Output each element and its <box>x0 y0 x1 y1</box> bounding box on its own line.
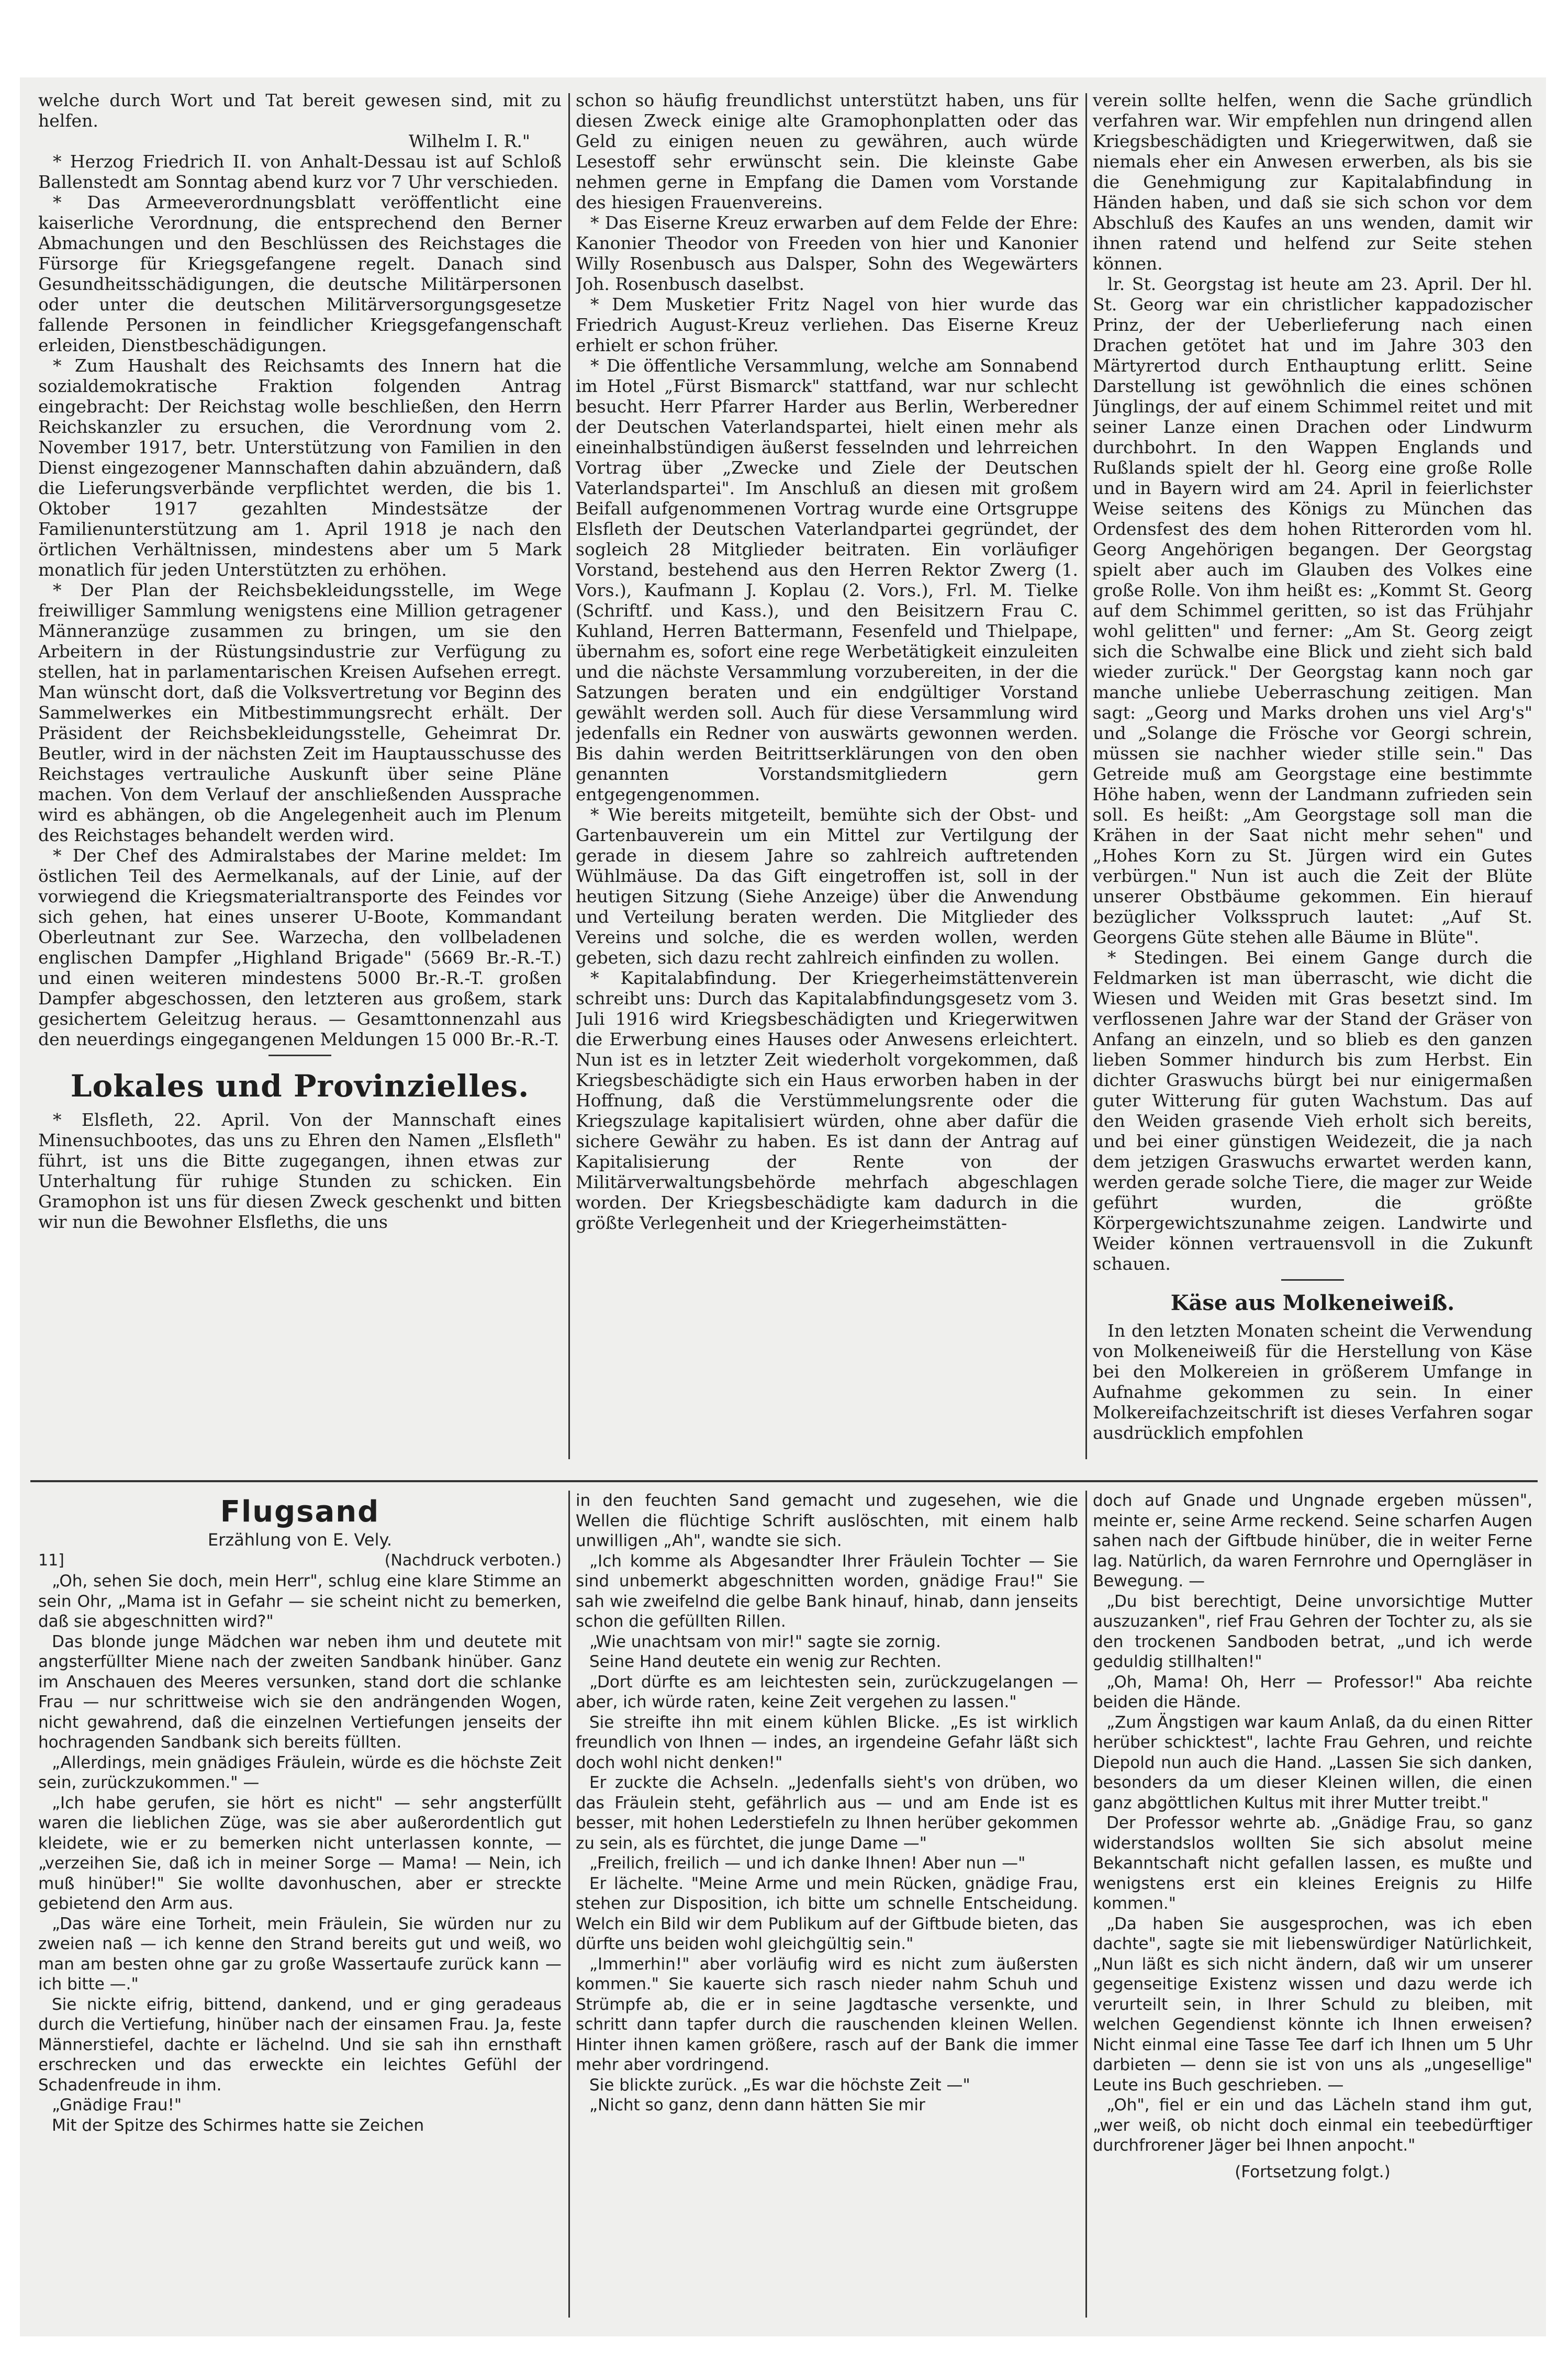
column-divider <box>568 93 570 1459</box>
paragraph: * Stedingen. Bei einem Gange durch die Feldmarken ist man überrascht, wie dicht die Wiesen und Weiden mit Gras besetzt sind. Im verflossenen Jahre war der Stand der Gräser von Anfang an einzeln, und so blieb es den ganzen lieben Sommer hindurch bis zum Herbst. Ein dichter Graswuchs bürgt bei nur einigermaßen guter Witterung für guten Wachstum. Das auf den Weiden grasende Vieh erholt sich bereits, und bei einer günstigen Weidezeit, die ja nach dem jetzigen Graswuchs erwartet werden kann, werden gerade solche Tiere, die mager zur Weide geführt wurden, die größte Körpergewichtszunahme zeigen. Landwirte und Weider können vertrauensvoll in die Zukunft schauen. <box>1093 947 1532 1274</box>
serial-column-3 <box>1093 1491 1532 2323</box>
section-heading: Käse aus Molkeneiweiß. <box>1170 1291 1455 1315</box>
paragraph: „Immerhin!" aber vorläufig wird es nicht zum äußersten kommen." Sie kauerte sich rasch nieder nahm Schuh und Strümpfe ab, die er in seine Jagdtasche versenkte, und schritt dann tapfer durch die rauschenden kleinen Wellen. Hinter ihnen kamen größere, rasch auf der Bank die immer mehr aber vordringend. <box>576 1954 1078 2074</box>
section-divider <box>1281 1279 1344 1281</box>
paragraph: „Gnädige Frau!" <box>52 2096 182 2114</box>
story-title: Flugsand <box>220 1495 380 1529</box>
paragraph: „Oh, Mama! Oh, Herr — Professor!" Aba reichte beiden die Hände. <box>1093 1672 1532 1711</box>
paragraph: „Ich komme als Abgesandter Ihrer Fräulein Tochter — Sie sind unbemerkt abgeschnitten worden, gnädige Frau!" Sie sah wie zweifelnd die gelbe Bank hinauf, hinab, dann jenseits schon die gefüllten Rillen. <box>576 1551 1078 1631</box>
paragraph: Seine Hand deutete ein wenig zur Rechten. <box>589 1652 942 1671</box>
paragraph: „Da haben Sie ausgesprochen, was ich eben dachte", sagte sie mit liebenswürdiger Natürlichkeit, „Nun läßt es sich nicht ändern, daß wir um unserer gegenseitige Existenz wissen und dazu werde ich verurteilt sein, in Ihrer Schuld zu bleiben, mit welchen Gegendienst könnte ich Ihnen erweisen? Nicht einmal eine Tasse Tee darf ich Ihnen um 5 Uhr darbieten — denn sie ist von uns als „ungesellige" Leute ins Buch geschrieben. — <box>1093 1914 1532 2095</box>
news-column-2 <box>576 90 1078 1461</box>
section-rule <box>30 1480 1538 1482</box>
paragraph: * Zum Haushalt des Reichsamts des Innern hat die sozialdemokratische Fraktion folgenden Antrag eingebracht: Der Reichstag wolle beschließen, den Herrn Reichskanzler zu ersuchen, die Verordnung vom 2. November 1917, betr. Unterstützung von Familien in den Dienst eingezogener Mannschaften dahin abzuändern, daß die Lieferungsverbände verpflichtet werden, die bis 1. Oktober 1917 gezahlten Mindestsätze der Familienunterstützung am 1. April 1918 je nach den örtlichen Verhältnissen, mindestens aber um 5 Mark monatlich für jeden Unterstützten zu erhöhen. <box>38 355 562 580</box>
paragraph: „Das wäre eine Torheit, mein Fräulein, Sie würden nur zu zweien naß — ich kenne den Strand bereits gut und weiß, wo man am besten ohne gar zu große Wassertaufe zurück kann — ich bitte —." <box>38 1914 562 1994</box>
paragraph: * Das Eiserne Kreuz erwarben auf dem Felde der Ehre: Kanonier Theodor von Freeden von hier und Kanonier Willy Rosenbusch aus Dalsper, Sohn des Wegewärters Joh. Rosenbusch daselbst. <box>576 212 1078 294</box>
paragraph: Er lächelte. "Meine Arme und mein Rücken, gnädige Frau, stehen zur Disposition, ich bitte um schnelle Entscheidung. Welch ein Bild wir dem Publikum auf der Giftbude bieten, das dürfte uns beiden wohl gleichgültig sein." <box>576 1874 1078 1953</box>
paragraph: Sie blickte zurück. „Es war die höchste Zeit —" <box>589 2075 970 2095</box>
signature: Wilhelm I. R." <box>408 131 530 151</box>
paragraph: * Dem Musketier Fritz Nagel von hier wurde das Friedrich August-Kreuz verliehen. Das Eiserne Kreuz erhielt er schon früher. <box>576 294 1078 355</box>
paragraph: lr. St. Georgstag ist heute am 23. April. Der hl. St. Georg war ein christlicher kappadozischer Prinz, der der Ueberlieferung nach einen Drachen getötet hat und im Jahre 303 den Märtyrertod durch Enthauptung erlitt. Seine Darstellung ist gewöhnlich die eines schönen Jünglings, der auf einem Schimmel reitet und mit seiner Lanze einen Drachen oder Lindwurm durchbohrt. In den Wappen Englands und Rußlands spielt der hl. Georg eine große Rolle und in Bayern wird am 24. April in feierlichster Weise seitens des Königs zu München das Ordensfest des dem hohen Ritterorden vom hl. Georg Angehörigen begangen. Der Georgstag spielt aber auch im Glauben des Volkes eine große Rolle. Von ihm heißt es: „Kommt St. Georg auf dem Schimmel geritten, so ist das Frühjahr wohl gelitten" und ferner: „Am St. Georg zeigt sich die Schwalbe eine Blick und zieht sich bald wieder zurück." Der Georgstag kann noch gar manche unliebe Ueberraschung zeitigen. Man sagt: „Georg und Marks drohen uns viel Arg's" und „Solange die Frösche vor Georgi schrein, müssen sie nachher wieder stille sein." Das Getreide muß am Georgstage eine bestimmte Höhe haben, wenn der Landmann zufrieden sein soll. Es heißt: „Am Georgstage soll man die Krähen in der Saat nicht mehr sehen" und „Hohes Korn zu St. Jürgen wird ein Gutes verbürgen." Nun ist auch die Zeit der Blüte unserer Obstbäume gekommen. Ein hierauf bezüglicher Volksspruch lautet: „Auf St. Georgens Güte stehen alle Bäume in Blüte". <box>1093 274 1532 947</box>
continuation-note: (Fortsetzung folgt.) <box>1235 2162 1391 2181</box>
paragraph: schon so häufig freundlichst unterstützt haben, uns für diesen Zweck einige alte Gramophonplatten oder das Geld zu einigen neuen zu gewähren, auch würde Lesestoff sehr erwünscht sein. Die kleinste Gabe nehmen gerne in Empfang die Damen vom Vorstande des hiesigen Frauenvereins. <box>576 90 1078 212</box>
column-divider <box>568 1491 570 2318</box>
installment-number: 11] <box>38 1551 64 1570</box>
news-column-1 <box>38 90 562 1461</box>
paragraph: In den letzten Monaten scheint die Verwendung von Molkeneiweiß für die Herstellung von Käse bei den Molkereien in größerem Umfange in Aufnahme gekommen zu sein. In einer Molkereifachzeitschrift ist dieses Verfahren sogar ausdrücklich empfohlen <box>1093 1321 1532 1443</box>
paragraph: „Ich habe gerufen, sie hört es nicht" — sehr angsterfüllt waren die lieblichen Züge, was sie aber außerordentlich gut kleidete, wie er zu bemerken nicht unterlassen konnte, —„verzeihen Sie, daß ich in meiner Sorge — Mama! — Nein, ich muß hinüber!" Sie wollte davonhuschen, aber er streckte gebietend den Arm aus. <box>38 1793 562 1913</box>
paragraph: * Herzog Friedrich II. von Anhalt-Dessau ist auf Schloß Ballenstedt am Sonntag abend kurz vor 7 Uhr verschieden. <box>38 151 562 192</box>
paragraph: „Freilich, freilich — und ich danke Ihnen! Aber nun —" <box>589 1854 1026 1873</box>
paragraph: * Der Chef des Admiralstabes der Marine meldet: Im östlichen Teil des Aermelkanals, auf der Linie, auf der vorwiegend die Kriegsmaterialtransporte des Feindes vor sich gehen, hat eines unserer U-Boote, Kommandant Oberleutnant zur See. Warzecha, den vollbeladenen englischen Dampfer „Highland Brigade" (5669 Br.-R.-T.) und einen weiteren mindestens 5000 Br.-R.-T. großen Dampfer abgeschossen, den letzteren aus großem, stark gesichertem Geleitzug heraus. — Gesamttonnenzahl aus den neuerdings eingegangenen Meldungen 15 000 Br.-R.-T. <box>38 845 562 1049</box>
paragraph: Das blonde junge Mädchen war neben ihm und deutete mit angsterfüllter Miene nach der zweiten Sandbank hinüber. Ganz im Anschauen des Meeres versunken, stand dort die schlanke Frau — nur schrittweise wich sie den andrängenden Wogen, nicht gewahrend, daß die einzelnen Vertiefungen jenseits der hochragenden Sandbank sich bereits füllten. <box>38 1632 562 1752</box>
story-meta <box>38 1550 562 1571</box>
paragraph: Mit der Spitze des Schirmes hatte sie Zeichen <box>52 2116 424 2135</box>
newspaper-page <box>20 77 1546 2336</box>
paragraph: „Dort dürfte es am leichtesten sein, zurückzugelangen — aber, ich würde raten, keine Zeit vergehen zu lassen." <box>576 1672 1078 1711</box>
paragraph: „Wie unachtsam von mir!" sagte sie zornig. <box>589 1632 941 1651</box>
paragraph: welche durch Wort und Tat bereit gewesen sind, mit zu helfen. <box>38 90 562 131</box>
section-divider <box>268 1055 331 1056</box>
paragraph: „Oh", fiel er ein und das Lächeln stand ihm gut, „wer weiß, ob nicht doch einmal ein teebedürftiger durchfrorener Jäger bei Ihnen anpocht." <box>1093 2096 1532 2155</box>
paragraph: „Zum Ängstigen war kaum Anlaß, da du einen Ritter herüber schicktest", lachte Frau Gehren, und reichte Diepold nun auch die Hand. „Lassen Sie sich danken, besonders da um dieser Kleinen willen, die einen ganz abgöttlichen Kultus mit ihrer Mutter treibt." <box>1093 1713 1532 1812</box>
serial-column-1 <box>38 1491 562 2323</box>
paragraph: in den feuchten Sand gemacht und zugesehen, wie die Wellen die flüchtige Schrift auslöschten, mit einem halb unwilligen „Ah", wandte sie sich. <box>576 1491 1078 1550</box>
paragraph: Sie nickte eifrig, bittend, dankend, und er ging geradeaus durch die Vertiefung, hinüber nach der einsamen Frau. Ja, feste Männerstiefel, dachte er lächelnd. Und sie sah ihn ernsthaft erschrecken und das erweckte ein leichtes Gefühl der Schadenfreude in ihm. <box>38 1995 562 2095</box>
paragraph: „Du bist berechtigt, Deine unvorsichtige Mutter auszuzanken", rief Frau Gehren der Tochter zu, als sie den trockenen Sandboden betrat, „und ich werde geduldig stillhalten!" <box>1093 1592 1532 1671</box>
reprint-notice: (Nachdruck verboten.) <box>384 1551 562 1570</box>
story-author: Erzählung von E. Vely. <box>207 1530 393 1550</box>
paragraph: * Das Armeeverordnungsblatt veröffentlicht eine kaiserliche Verordnung, die entsprechend den Berner Abmachungen und den Beschlüssen des Reichstages die Fürsorge für Kriegsgefangene regelt. Danach sind Gesundheitsschädigungen, die deutsche Militärpersonen oder unter die deutschen Militärversorgungsgesetze fallende Personen in feindlicher Kriegsgefangenschaft erleiden, Dienstbeschädigungen. <box>38 192 562 355</box>
paragraph: * Der Plan der Reichsbekleidungsstelle, im Wege freiwilliger Sammlung wenigstens eine Million getragener Männeranzüge zusammen zu bringen, um sie den Arbeitern in der Rüstungsindustrie zur Verfügung zu stellen, hat in parlamentarischen Kreisen Aufsehen erregt. Man wünscht dort, daß die Volksvertretung vor Beginn des Sammelwerkes ein Mitbestimmungsrecht erhält. Der Präsident der Reichsbekleidungsstelle, Geheimrat Dr. Beutler, wird in der nächsten Zeit im Hauptausschusse des Reichstages vertrauliche Auskunft über seine Pläne machen. Von dem Verlauf der anschließenden Aussprache wird es abhängen, ob die Angelegenheit auch im Plenum des Reichstages behandelt werden wird. <box>38 580 562 845</box>
paragraph: * Elsfleth, 22. April. Von der Mannschaft eines Minensuchbootes, das uns zu Ehren den Namen „Elsfleth" führt, ist uns die Bitte zugegangen, ihnen etwas zur Unterhaltung für ruhige Stunden zu schicken. Ein Gramophon ist uns für diesen Zweck geschenkt und bitten wir nun die Bewohner Elsfleths, die uns <box>38 1110 562 1232</box>
column-divider <box>1085 93 1087 1459</box>
paragraph: * Wie bereits mitgeteilt, bemühte sich der Obst- und Gartenbauverein um ein Mittel zur Vertilgung der gerade in diesem Jahre so zahlreich auftretenden Wühlmäuse. Da das Gift eingetroffen ist, soll in der heutigen Sitzung (Siehe Anzeige) über die Anwendung und Verteilung beraten werden. Die Mitglieder des Vereins und solche, die es werden wollen, werden gebeten, sich dazu recht zahlreich einfinden zu wollen. <box>576 804 1078 968</box>
column-divider <box>1085 1491 1087 2318</box>
paragraph: * Kapitalabfindung. Der Kriegerheimstättenverein schreibt uns: Durch das Kapitalabfindungsgesetz vom 3. Juli 1916 wird Kriegsbeschädigten und Kriegerwitwen die Erwerbung eines Hauses oder Anwesens erleichtert. Nun ist es in letzter Zeit wiederholt vorgekommen, daß Kriegsbeschädigte sich ein Haus erworben haben in der Hoffnung, daß die Verstümmelungsrente oder die Kriegszulage kapitalisiert würden, ohne aber dafür die sichere Gewähr zu haben. Es ist dann der Antrag auf Kapitalisierung der Rente von der Militärverwaltungsbehörde mehrfach abgeschlagen worden. Der Kriegsbeschädigte kam dadurch in die größte Verlegenheit und der Kriegerheimstätten- <box>576 968 1078 1233</box>
serial-column-2 <box>576 1491 1078 2323</box>
paragraph: * Die öffentliche Versammlung, welche am Sonnabend im Hotel „Fürst Bismarck" stattfand, war nur schlecht besucht. Herr Pfarrer Harder aus Berlin, Werberedner der Deutschen Vaterlandspartei, hielt einen mehr als eineinhalbstündigen äußerst fesselnden und lehrreichen Vortrag über „Zwecke und Ziele der Deutschen Vaterlandspartei". Im Anschluß an diesen mit großem Beifall aufgenommenen Vortrag wurde eine Ortsgruppe Elsfleth der Deutschen Vaterlandpartei gegründet, der sogleich 28 Mitglieder beitraten. Ein vorläufiger Vorstand, bestehend aus den Herren Rektor Zwerg (1. Vors.), Kaufmann J. Koplau (2. Vors.), Frl. M. Tielke (Schriftf. und Kass.), und den Beisitzern Frau C. Kuhland, Herren Battermann, Fesenfeld und Thielpape, übernahm es, sofort eine rege Werbetätigkeit einzuleiten und die nächste Versammlung vorzubereiten, in der die Satzungen beraten und ein endgültiger Vorstand gewählt werden soll. Auch für diese Versammlung wird jedenfalls ein Redner von auswärts gewonnen werden. Bis dahin werden Beitrittserklärungen von den oben genannten Vorstandsmitgliedern gern entgegengenommen. <box>576 355 1078 804</box>
paragraph: Sie streifte ihn mit einem kühlen Blicke. „Es ist wirklich freundlich von Ihnen — indes, an irgendeine Gefahr läßt sich doch wohl nicht denken!" <box>576 1713 1078 1772</box>
paragraph: Der Professor wehrte ab. „Gnädige Frau, so ganz widerstandslos wollten Sie sich absolut meine Bekanntschaft nicht gefallen lassen, es mußte und wenigstens erst ein kleines Ereignis zu Hilfe kommen." <box>1093 1814 1532 1913</box>
section-heading: Lokales und Provinzielles. <box>70 1068 530 1104</box>
paragraph: verein sollte helfen, wenn die Sache gründlich verfahren war. Wir empfehlen nun dringend allen Kriegsbeschädigten und Kriegerwitwen, daß sie niemals eher ein Anwesen erwerben, als bis sie die Genehmigung zur Kapitalabfindung in Händen haben, und daß sie sich schon vor dem Abschluß des Kaufes an uns wenden, damit wir ihnen ratend und helfend zur Seite stehen können. <box>1093 90 1532 274</box>
news-column-3 <box>1093 90 1532 1461</box>
paragraph: „Oh, sehen Sie doch, mein Herr", schlug eine klare Stimme an sein Ohr, „Mama ist in Gefahr — sie scheint nicht zu bemerken, daß sie abgeschnitten wird?" <box>38 1572 562 1631</box>
paragraph: „Nicht so ganz, denn dann hätten Sie mir <box>589 2096 925 2114</box>
paragraph: „Allerdings, mein gnädiges Fräulein, würde es die höchste Zeit sein, zurückzukommen." — <box>38 1753 562 1792</box>
paragraph: doch auf Gnade und Ungnade ergeben müssen", meinte er, seine Arme reckend. Seine scharfen Augen sahen nach der Giftbude hinüber, die in weiter Ferne lag. Natürlich, da waren Fernrohre und Operngläser in Bewegung. — <box>1093 1491 1532 1591</box>
paragraph: Er zuckte die Achseln. „Jedenfalls sieht's von drüben, wo das Fräulein steht, gefährlich aus — und am Ende ist es besser, mit hohen Lederstiefeln zu Ihnen herüber gekommen zu sein, als es fürchtet, die junge Dame —" <box>576 1773 1078 1853</box>
